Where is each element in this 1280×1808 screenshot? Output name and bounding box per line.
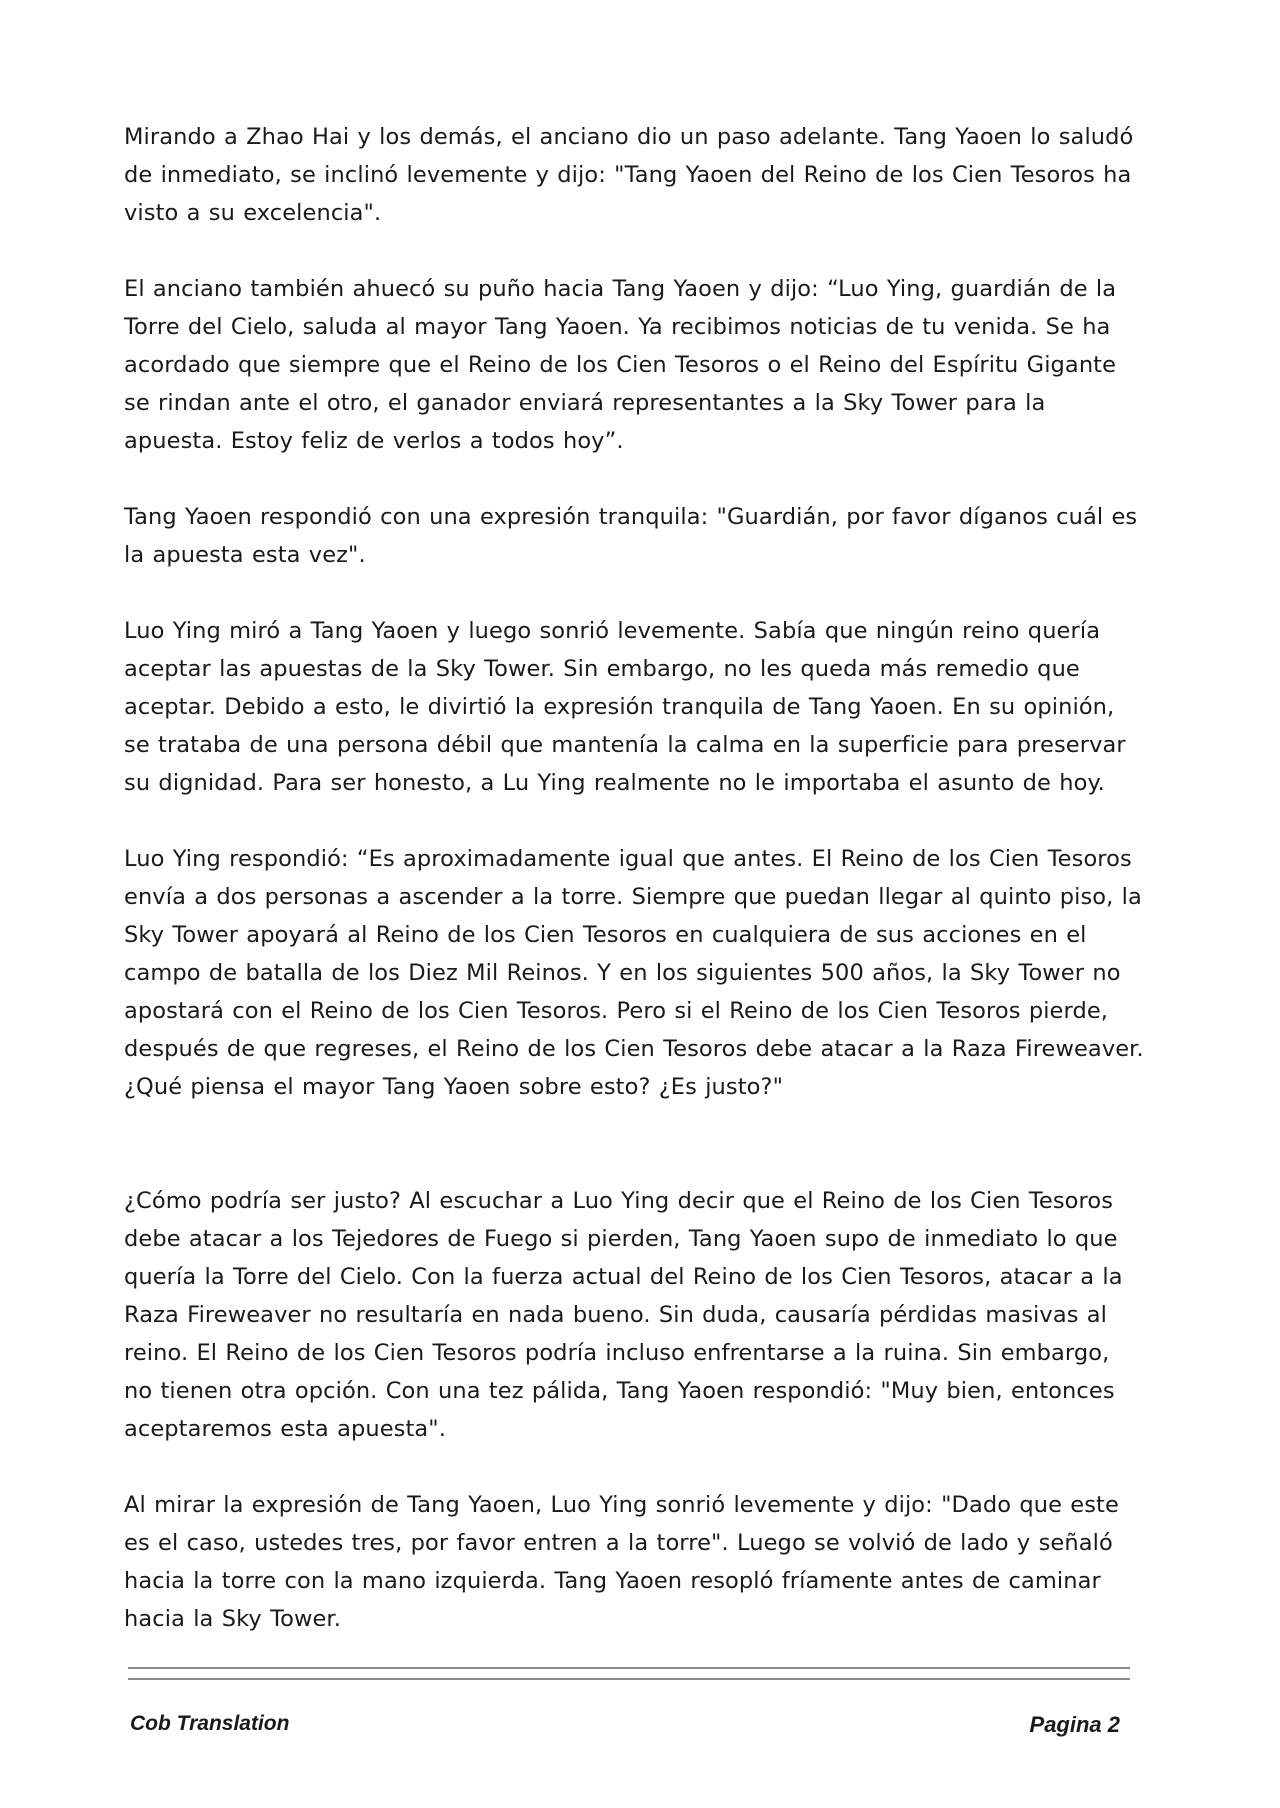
footer-translator-name: Cob Translation: [130, 1712, 290, 1735]
footer-rule-top: [128, 1667, 1130, 1669]
footer-rule-bottom: [128, 1678, 1130, 1680]
paragraph-6: ¿Cómo podría ser justo? Al escuchar a Luo Ying decir que el Reino de los Cien Tesoros debe atacar a los Tejedores de Fuego si pierden, Tang Yaoen supo de inmediato lo que quería la Torre del Cielo. Con la fuerza actual del Reino de los Cien Tesoros, atacar a la Raza Fireweaver no resultaría en nada bueno. Sin duda, causaría pérdidas masivas al reino. El Reino de los Cien Tesoros podría incluso enfrentarse a la ruina. Sin embargo, no tienen otra opción. Con una tez pálida, Tang Yaoen respondió: "Muy bien, entonces aceptaremos esta apuesta".: [124, 1188, 1123, 1442]
paragraph-1: Mirando a Zhao Hai y los demás, el anciano dio un paso adelante. Tang Yaoen lo saludó de inmediato, se inclinó levemente y dijo: "Tang Yaoen del Reino de los Cien Tesoros ha visto a su excelencia".: [124, 124, 1134, 226]
paragraph-2: El anciano también ahuecó su puño hacia Tang Yaoen y dijo: “Luo Ying, guardián de la Torre del Cielo, saluda al mayor Tang Yaoen. Ya recibimos noticias de tu venida. Se ha acordado que siempre que el Reino de los Cien Tesoros o el Reino del Espíritu Gigante se rindan ante el otro, el ganador enviará representantes a la Sky Tower para la apuesta. Estoy feliz de verlos a todos hoy”.: [124, 276, 1117, 454]
paragraph-7: Al mirar la expresión de Tang Yaoen, Luo Ying sonrió levemente y dijo: "Dado que este es el caso, ustedes tres, por favor entren a la torre". Luego se volvió de lado y señaló hacia la torre con la mano izquierda. Tang Yaoen resopló fríamente antes de caminar hacia la Sky Tower.: [124, 1492, 1119, 1632]
footer-page-number: Pagina 2: [1029, 1712, 1120, 1737]
paragraph-5: Luo Ying respondió: “Es aproximadamente igual que antes. El Reino de los Cien Tesoros envía a dos personas a ascender a la torre. Siempre que puedan llegar al quinto piso, la Sky Tower apoyará al Reino de los Cien Tesoros en cualquiera de sus acciones en el campo de batalla de los Diez Mil Reinos. Y en los siguientes 500 años, la Sky Tower no apostará con el Reino de los Cien Tesoros. Pero si el Reino de los Cien Tesoros pierde, después de que regreses, el Reino de los Cien Tesoros debe atacar a la Raza Fireweaver. ¿Qué piensa el mayor Tang Yaoen sobre esto? ¿Es justo?": [124, 846, 1144, 1100]
paragraph-4: Luo Ying miró a Tang Yaoen y luego sonrió levemente. Sabía que ningún reino quería aceptar las apuestas de la Sky Tower. Sin embargo, no les queda más remedio que aceptar. Debido a esto, le divirtió la expresión tranquila de Tang Yaoen. En su opinión, se trataba de una persona débil que mantenía la calma en la superficie para preservar su dignidad. Para ser honesto, a Lu Ying realmente no le importaba el asunto de hoy.: [124, 618, 1126, 796]
footer-divider: [128, 1667, 1130, 1689]
page-footer: [130, 1712, 1120, 1746]
document-body: [124, 118, 1144, 1676]
paragraph-3: Tang Yaoen respondió con una expresión tranquila: "Guardián, por favor díganos cuál es la apuesta esta vez".: [124, 504, 1138, 568]
